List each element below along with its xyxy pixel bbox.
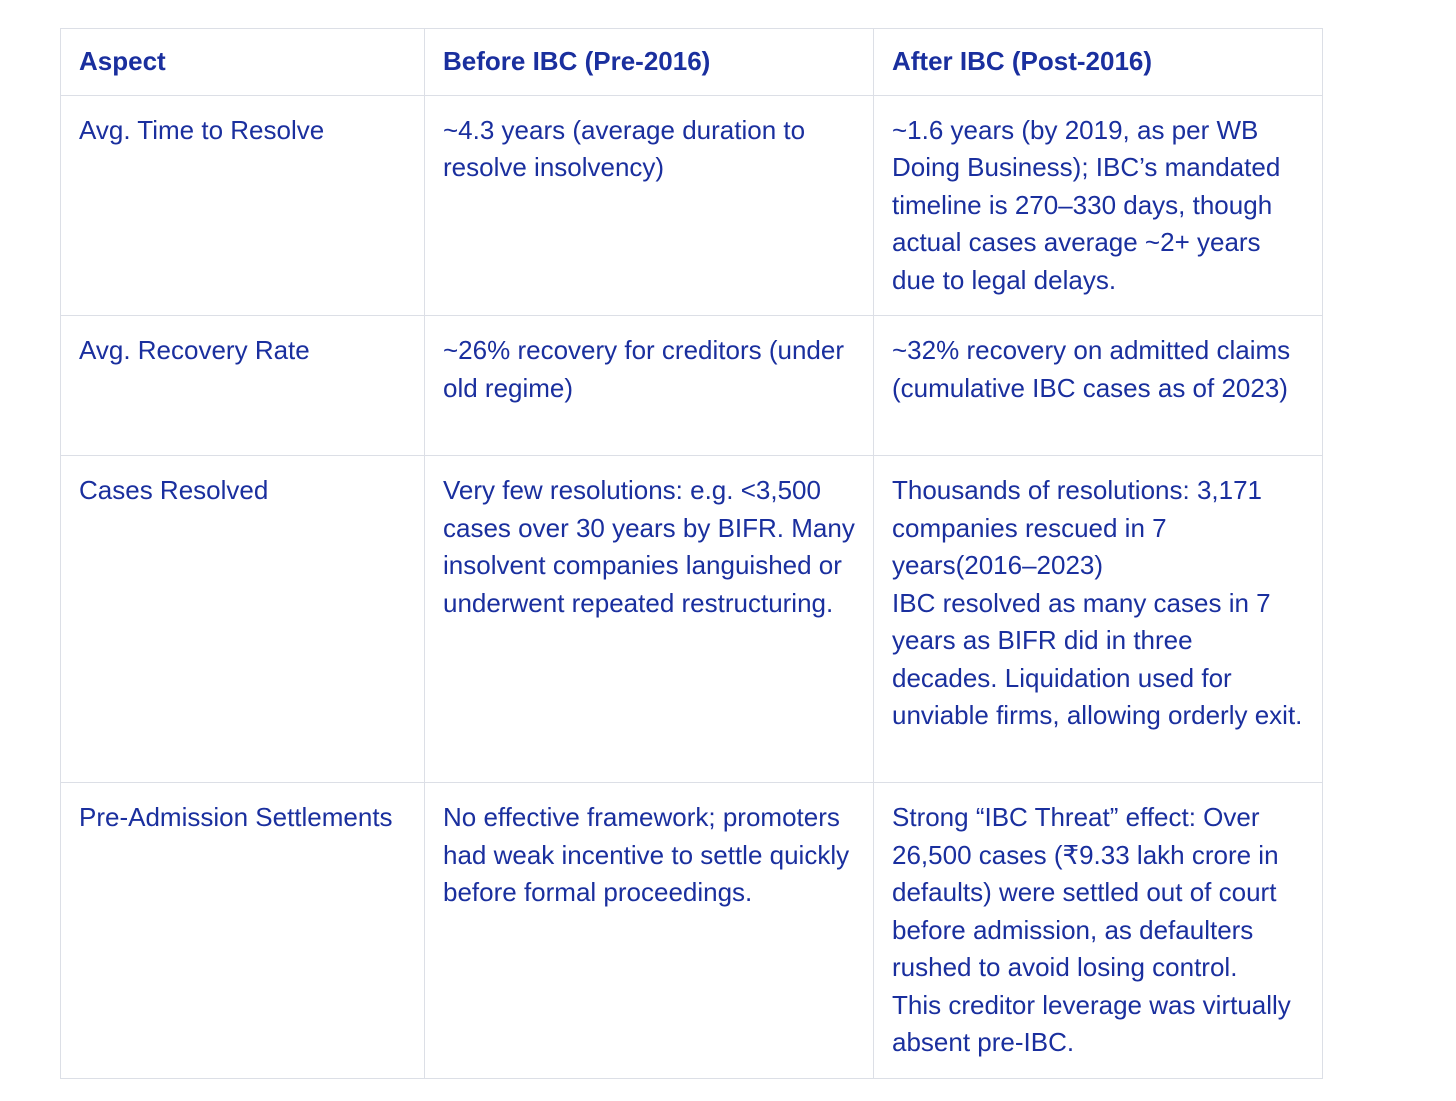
header-after-ibc: After IBC (Post-2016)	[874, 29, 1323, 96]
cell-aspect: Cases Resolved	[61, 456, 425, 783]
cell-after	[874, 95, 1323, 316]
cell-before: No effective framework; promoters had weak incentive to settle quickly before formal proceedings.	[425, 783, 874, 1079]
cell-before: Very few resolutions: e.g. <3,500 cases over 30 years by BIFR. Many insolvent companies languished or underwent repeated restructuring.	[425, 456, 874, 783]
cell-after-line: Strong “IBC Threat” effect: Over 26,500 cases (₹9.33 lakh crore in defaults) were settled out of court before admission, as defaulters rushed to avoid losing control.	[892, 802, 1279, 982]
cell-after-line: This creditor leverage was virtually absent pre-IBC.	[892, 989, 1291, 1057]
cell-aspect: Pre-Admission Settlements	[61, 783, 425, 1079]
cell-after	[874, 783, 1323, 1079]
cell-before: ~26% recovery for creditors (under old regime)	[425, 316, 874, 456]
cell-after-line: ~1.6 years (by 2019, as per WB Doing Business); IBC’s mandated timeline is 270–330 days, though actual cases average ~2+ years due to legal delays.	[892, 114, 1281, 295]
cell-after	[874, 316, 1323, 456]
table-row	[61, 95, 1323, 316]
cell-before: ~4.3 years (average duration to resolve insolvency)	[425, 95, 874, 316]
cell-after-line: IBC resolved as many cases in 7 years as BIFR did in three decades. Liquidation used for unviable firms, allowing orderly exit.	[892, 587, 1303, 730]
table-header-row	[61, 29, 1323, 96]
header-aspect: Aspect	[61, 29, 425, 96]
cell-after	[874, 456, 1323, 783]
cell-aspect: Avg. Time to Resolve	[61, 95, 425, 316]
header-before-ibc: Before IBC (Pre-2016)	[425, 29, 874, 96]
cell-after-line: ~32% recovery on admitted claims (cumulative IBC cases as of 2023)	[892, 335, 1291, 403]
table-row	[61, 456, 1323, 783]
cell-after-line: Thousands of resolutions: 3,171 companies rescued in 7 years(2016–2023)	[892, 475, 1263, 580]
comparison-table	[60, 28, 1323, 1079]
table-row	[61, 316, 1323, 456]
table-row	[61, 783, 1323, 1079]
cell-aspect: Avg. Recovery Rate	[61, 316, 425, 456]
